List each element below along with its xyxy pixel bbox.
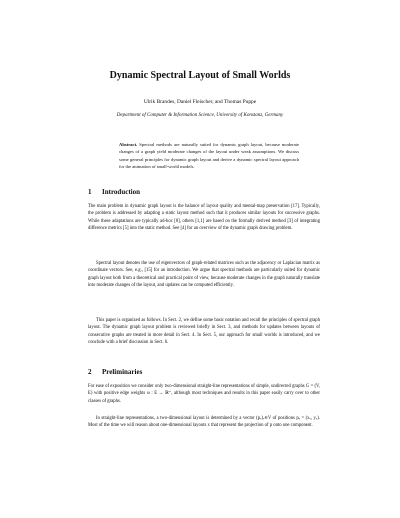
section-heading-introduction bbox=[88, 188, 140, 196]
abstract-text: Spectral methods are naturally suited for dynamic graph layout, because moderate changes of a graph yield moderate changes of the layout under weak assumptions. We discuss some general principles for dynamic graph layout and derive a dynamic spectral layout approach for the animation of small-world models. bbox=[119, 142, 299, 169]
section-number: 1 bbox=[88, 188, 92, 196]
abstract bbox=[119, 141, 299, 170]
paper-authors: Ulrik Brandes, Daniel Fleischer, and Thomas Puppe bbox=[143, 99, 257, 105]
intro-paragraph-2: Spectral layout denotes the use of eigenvectors of graph-related matrices such as the adjacency or Laplacian matrix as coordinate vectors. See, e.g., [15] for an introduction. We argue that spectral methods are particularly suited for dynamic graph layout both from a theoretical and practical point of view, because moderate changes in the graph naturally translate into moderate changes of the layout, and updates can be computed efficiently. bbox=[88, 261, 320, 288]
intro-paragraph-1: The main problem in dynamic graph layout is the balance of layout quality and mental-map preservation [17]. Typically, the problem is addressed by adapting a static layout method such that it produces similar layouts for successive graphs. While these adaptations are typically ad-hoc [8], others [1,1] are based on the formally derived method [3] of integrating difference metrics [5] into the static method. See [4] for an overview of the dynamic graph drawing problem. bbox=[88, 204, 320, 231]
section-number: 2 bbox=[88, 368, 92, 376]
section-heading-preliminaries bbox=[88, 368, 142, 376]
prelim-paragraph-2: In straight-line representations, a two-dimensional layout is determined by a vector (pᵥ)ᵥ∈V of positions pᵥ = (xᵥ, yᵥ). Most of the time we will reason about one-dimensional layouts x that represent the projection of p onto one component. bbox=[88, 416, 320, 429]
section-title: Preliminaries bbox=[102, 368, 143, 376]
intro-paragraph-3: This paper is organized as follows. In Sect. 2, we define some basic notation and recall the principles of spectral graph layout. The dynamic graph layout problem is reviewed briefly in Sect. 3, and methods for updates between layouts of consecutive graphs are treated in more detail in Sect. 4. In Sect. 5, our approach for small worlds is introduced, and we conclude with a brief discussion in Sect. 6. bbox=[88, 318, 320, 345]
abstract-label: Abstract. bbox=[119, 142, 138, 147]
prelim-paragraph-1: For ease of exposition we consider only two-dimensional straight-line representations of simple, undirected graphs G = (V, E) with positive edge weights ω : E → ℝ⁺, although most techniques and results in this paper easily carry over to other classes of graphs. bbox=[88, 384, 320, 404]
paper-affiliation: Department of Computer & Information Science, University of Konstanz, Germany bbox=[116, 113, 284, 118]
paper-title: Dynamic Spectral Layout of Small Worlds bbox=[109, 70, 291, 81]
section-title: Introduction bbox=[102, 188, 140, 196]
